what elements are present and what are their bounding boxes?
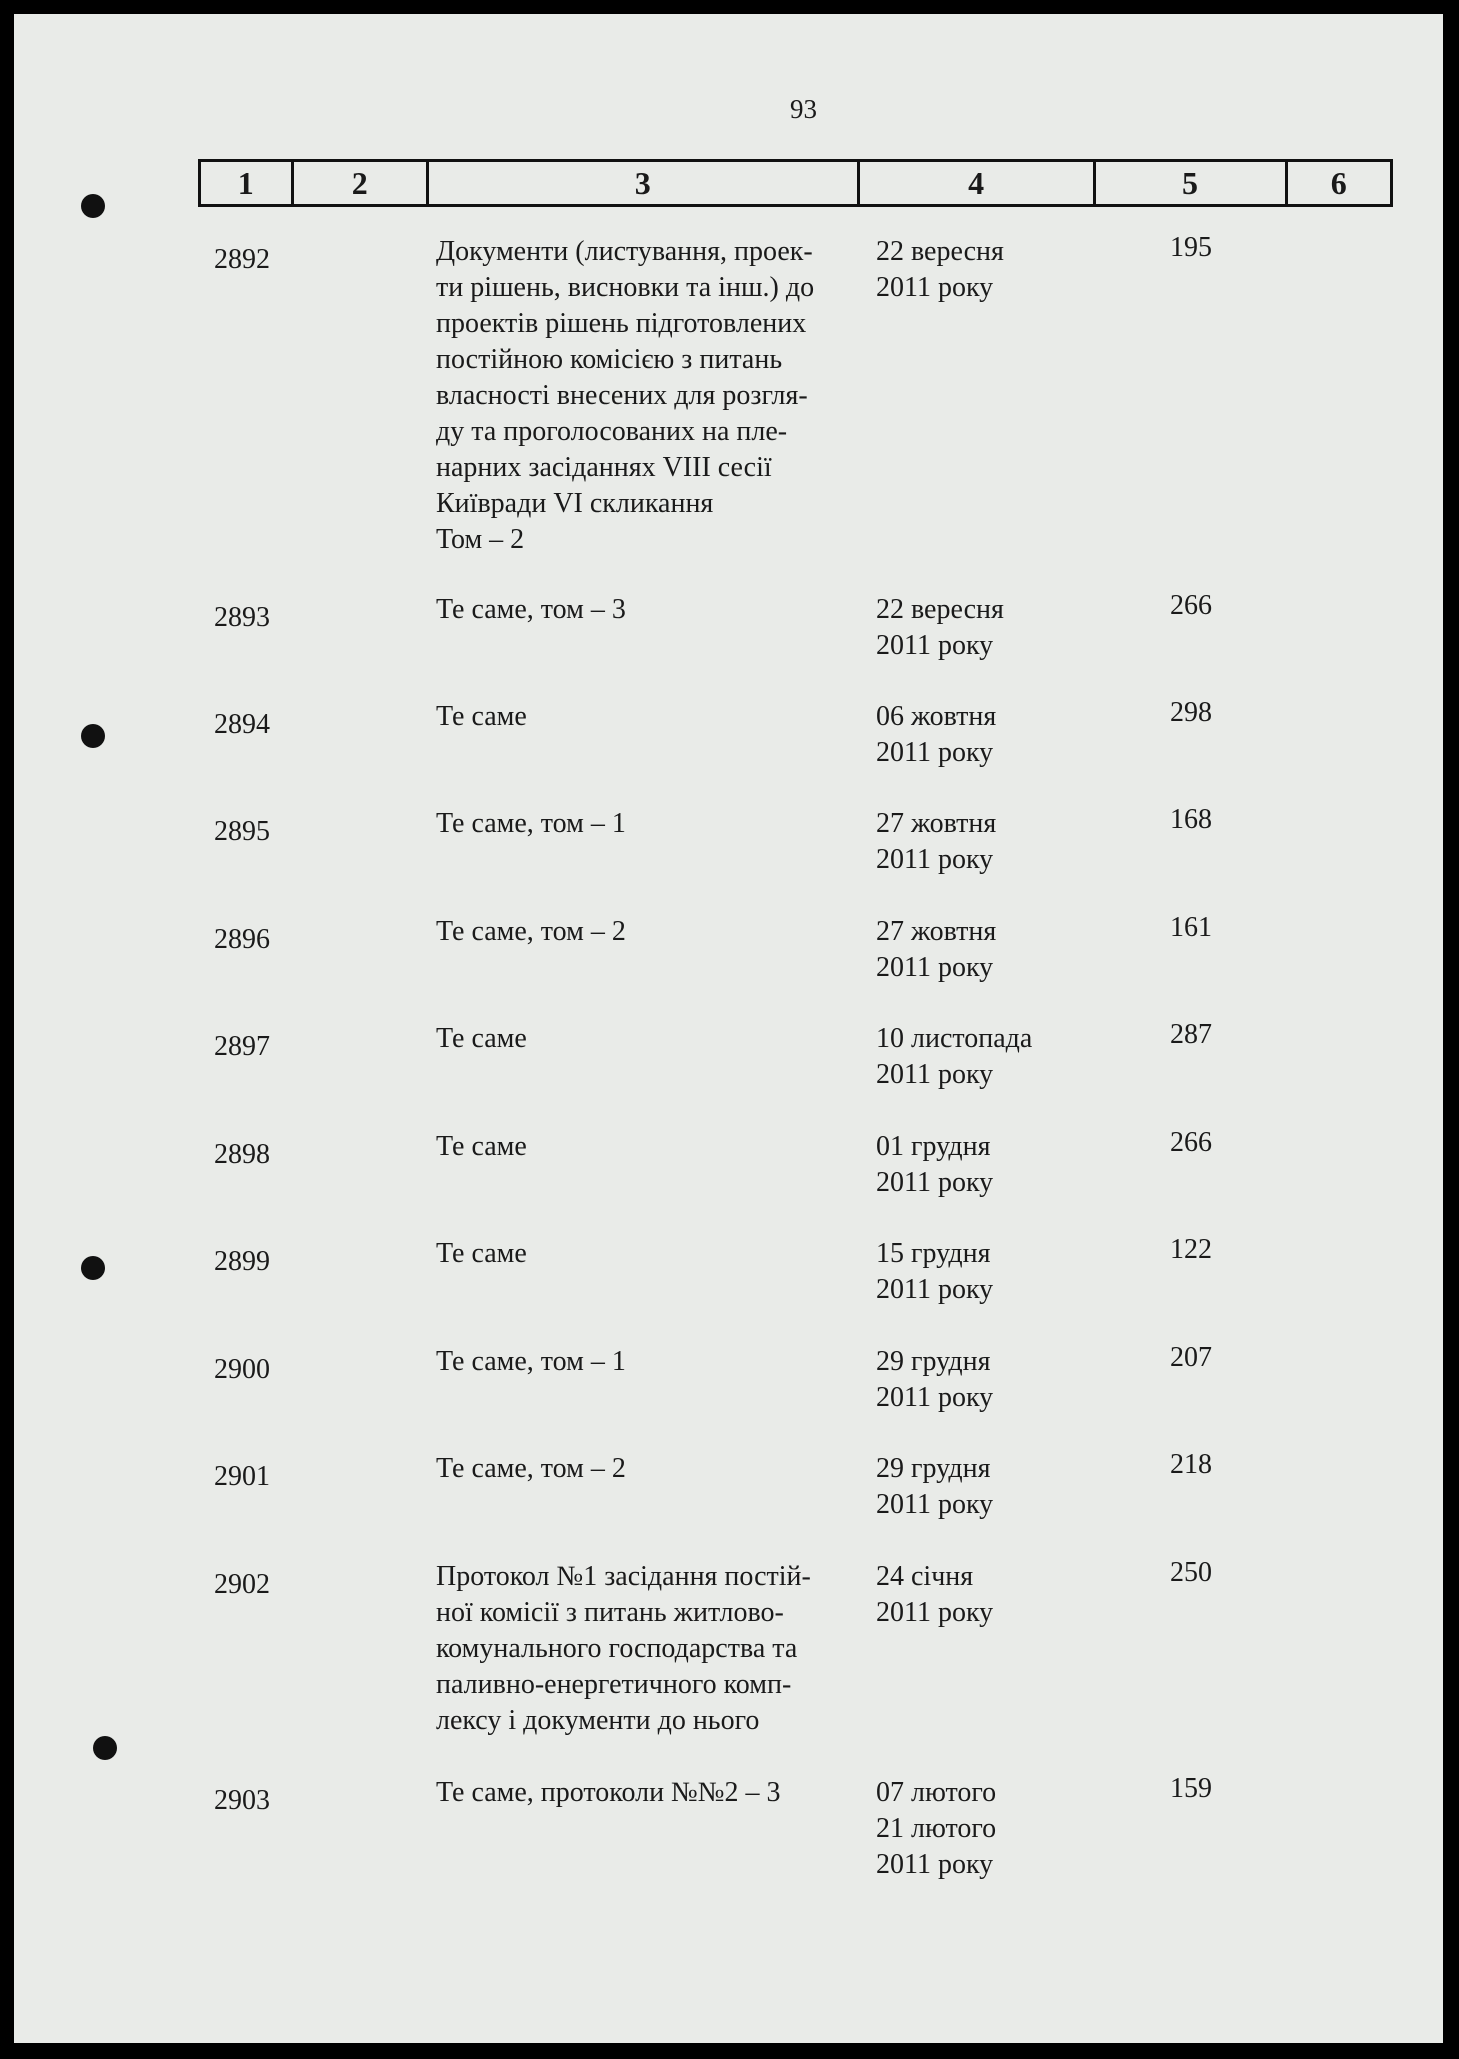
description-line: Те саме, протоколи №№2 – 3 xyxy=(436,1777,781,1808)
date-line: 2011 року xyxy=(876,1597,994,1628)
date-line: 29 грудня xyxy=(876,1453,991,1484)
item-date xyxy=(876,1775,1106,1883)
column-header-2: 2 xyxy=(294,162,429,204)
item-number: 2897 xyxy=(214,1031,270,1062)
item-description xyxy=(436,699,866,735)
date-line: 2011 року xyxy=(876,844,994,875)
description-line: Те саме xyxy=(436,1238,527,1269)
item-date xyxy=(876,1236,1106,1308)
description-line: власності внесених для розгля- xyxy=(436,380,808,411)
date-line: 2011 року xyxy=(876,952,994,983)
sheet-count: 287 xyxy=(1170,1019,1212,1050)
punch-hole xyxy=(81,724,105,748)
sheet-count: 218 xyxy=(1170,1449,1212,1480)
punch-hole xyxy=(81,194,105,218)
item-description xyxy=(436,1021,866,1057)
date-line: 2011 року xyxy=(876,1849,994,1880)
item-description xyxy=(436,806,866,842)
description-line: ти рішень, висновки та інш.) до xyxy=(436,272,815,303)
sheet-count: 250 xyxy=(1170,1557,1212,1588)
description-line: постійною комісією з питань xyxy=(436,344,783,375)
item-number: 2894 xyxy=(214,709,270,740)
description-line: ду та проголосованих на пле- xyxy=(436,416,788,447)
sheet-count: 122 xyxy=(1170,1234,1212,1265)
item-number: 2898 xyxy=(214,1139,270,1170)
item-description xyxy=(436,1129,866,1165)
column-header-5: 5 xyxy=(1096,162,1288,204)
item-number: 2895 xyxy=(214,816,270,847)
sheet-count: 298 xyxy=(1170,697,1212,728)
item-description xyxy=(436,914,866,950)
item-number: 2899 xyxy=(214,1246,270,1277)
item-date xyxy=(876,1451,1106,1523)
item-description xyxy=(436,1775,866,1811)
item-number: 2892 xyxy=(214,244,270,275)
description-line: паливно-енергетичного комп- xyxy=(436,1669,792,1700)
item-description xyxy=(436,234,866,558)
date-line: 07 лютого xyxy=(876,1777,997,1808)
date-line: 15 грудня xyxy=(876,1238,991,1269)
description-line: Те саме xyxy=(436,701,527,732)
item-date xyxy=(876,1559,1106,1631)
column-header-3: 3 xyxy=(429,162,860,204)
date-line: 27 жовтня xyxy=(876,916,997,947)
description-line: Те саме, том – 1 xyxy=(436,1346,626,1377)
date-line: 2011 року xyxy=(876,1382,994,1413)
date-line: 10 листопада xyxy=(876,1023,1033,1054)
sheet-count: 168 xyxy=(1170,804,1212,835)
item-date xyxy=(876,699,1106,771)
description-line: ної комісії з питань житлово- xyxy=(436,1597,784,1628)
date-line: 2011 року xyxy=(876,1167,994,1198)
description-line: Те саме xyxy=(436,1023,527,1054)
item-number: 2893 xyxy=(214,602,270,633)
date-line: 2011 року xyxy=(876,1059,994,1090)
date-line: 2011 року xyxy=(876,737,994,768)
sheet-count: 207 xyxy=(1170,1342,1212,1373)
date-line: 01 грудня xyxy=(876,1131,991,1162)
item-number: 2903 xyxy=(214,1785,270,1816)
sheet-count: 159 xyxy=(1170,1773,1212,1804)
description-line: Те саме, том – 2 xyxy=(436,1453,626,1484)
description-line: проектів рішень підготовлених xyxy=(436,308,807,339)
item-date xyxy=(876,1021,1106,1093)
item-description xyxy=(436,1236,866,1272)
date-line: 2011 року xyxy=(876,630,994,661)
sheet-count: 266 xyxy=(1170,590,1212,621)
description-line: Том – 2 xyxy=(436,524,525,555)
description-line: Протокол №1 засідання постій- xyxy=(436,1561,811,1592)
column-header-1: 1 xyxy=(201,162,294,204)
date-line: 2011 року xyxy=(876,272,994,303)
description-line: нарних засіданнях VIII сесії xyxy=(436,452,772,483)
item-description xyxy=(436,1344,866,1380)
item-date xyxy=(876,234,1106,306)
sheet-count: 195 xyxy=(1170,232,1212,263)
description-line: Те саме, том – 1 xyxy=(436,808,626,839)
column-header-4: 4 xyxy=(860,162,1096,204)
item-date xyxy=(876,1129,1106,1201)
date-line: 27 жовтня xyxy=(876,808,997,839)
date-line: 22 вересня xyxy=(876,594,1004,625)
punch-hole xyxy=(93,1736,117,1760)
item-date xyxy=(876,914,1106,986)
item-number: 2896 xyxy=(214,924,270,955)
date-line: 06 жовтня xyxy=(876,701,997,732)
item-date xyxy=(876,1344,1106,1416)
date-line: 29 грудня xyxy=(876,1346,991,1377)
date-line: 2011 року xyxy=(876,1489,994,1520)
description-line: лексу і документи до нього xyxy=(436,1705,760,1736)
item-date xyxy=(876,806,1106,878)
item-number: 2901 xyxy=(214,1461,270,1492)
sheet-count: 266 xyxy=(1170,1127,1212,1158)
date-line: 24 січня xyxy=(876,1561,974,1592)
column-header-row xyxy=(198,159,1393,207)
item-date xyxy=(876,592,1106,664)
description-line: комунального господарства та xyxy=(436,1633,798,1664)
page-number: 93 xyxy=(790,94,817,124)
date-line: 2011 року xyxy=(876,1274,994,1305)
item-description xyxy=(436,1559,866,1739)
date-line: 21 лютого xyxy=(876,1813,997,1844)
date-line: 22 вересня xyxy=(876,236,1004,267)
description-line: Київради VI скликання xyxy=(436,488,714,519)
description-line: Документи (листування, проек- xyxy=(436,236,813,267)
description-line: Те саме, том – 3 xyxy=(436,594,626,625)
column-header-6: 6 xyxy=(1330,164,1347,201)
description-line: Те саме, том – 2 xyxy=(436,916,626,947)
sheet-count: 161 xyxy=(1170,912,1212,943)
item-description xyxy=(436,1451,866,1487)
description-line: Те саме xyxy=(436,1131,527,1162)
document-page xyxy=(14,14,1443,2043)
item-number: 2902 xyxy=(214,1569,270,1600)
punch-hole xyxy=(81,1256,105,1280)
item-number: 2900 xyxy=(214,1354,270,1385)
item-description xyxy=(436,592,866,628)
